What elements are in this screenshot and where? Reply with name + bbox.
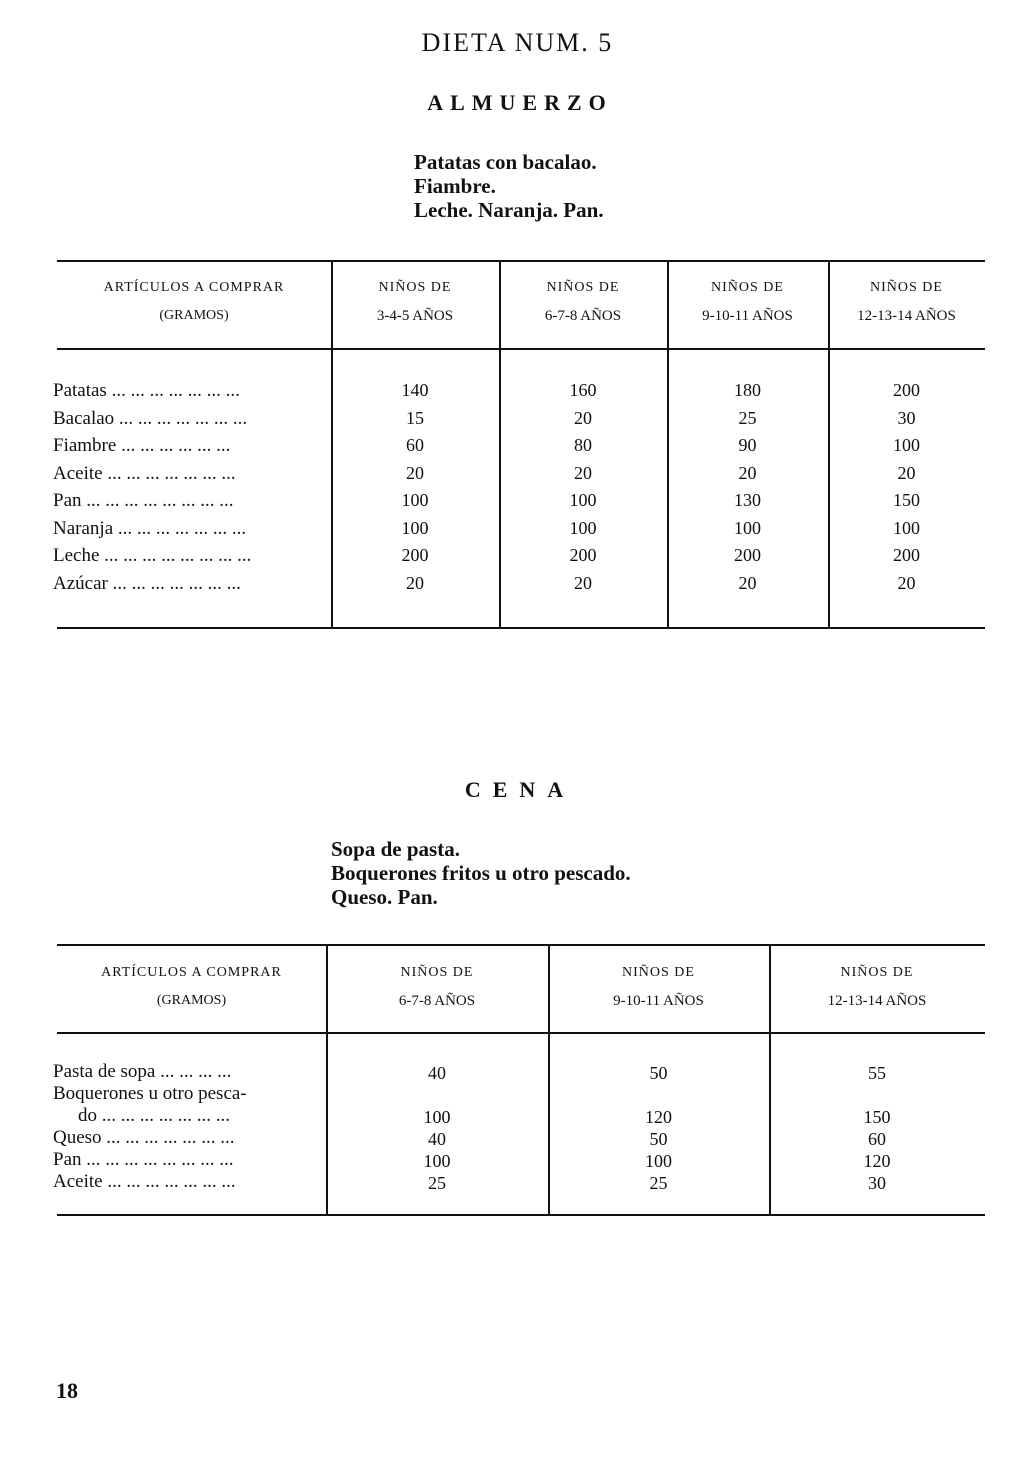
table-rule	[57, 1214, 985, 1216]
table-cell: 55	[868, 1063, 886, 1083]
table-cell: 20	[897, 572, 916, 593]
table-cell: 60	[868, 1129, 886, 1149]
header-col-1	[331, 274, 499, 330]
page-title: DIETA NUM. 5	[421, 28, 614, 57]
table-cell: 20	[574, 462, 592, 483]
table-rule	[57, 944, 985, 946]
table-cell: 120	[645, 1107, 672, 1127]
table-cell: 140	[401, 380, 429, 400]
row-label: Boquerones u otro pesca-	[53, 1083, 247, 1104]
header-col-line2: 3-4-5 AÑOS	[376, 308, 454, 324]
header-col-4	[828, 274, 985, 330]
table-rule	[57, 1032, 985, 1034]
row-label: Naranja ... ... ... ... ... ... ...	[53, 517, 247, 539]
row-label: Pan ... ... ... ... ... ... ... ...	[53, 1149, 234, 1170]
table-cell: 15	[406, 407, 424, 428]
header-articulos	[57, 959, 326, 1015]
header-col-3	[667, 274, 828, 330]
row-label: Leche ... ... ... ... ... ... ... ...	[53, 545, 252, 566]
header-col-line2: 6-7-8 AÑOS	[398, 993, 476, 1009]
header-col-3	[769, 959, 985, 1015]
menu-line: Leche. Naranja. Pan.	[414, 198, 604, 222]
header-col-2	[499, 274, 667, 330]
header-label: ARTÍCULOS A COMPRAR	[103, 280, 285, 295]
row-label: Aceite ... ... ... ... ... ... ...	[53, 1171, 236, 1192]
menu-line: Sopa de pasta.	[331, 837, 460, 861]
row-label: Queso ... ... ... ... ... ... ...	[53, 1127, 235, 1148]
table-cell: 80	[574, 435, 592, 455]
header-col-line2: 12-13-14 AÑOS	[827, 993, 927, 1009]
table-cell: 90	[738, 435, 757, 455]
table-cell: 40	[428, 1129, 446, 1149]
table-cell: 120	[863, 1151, 891, 1171]
table-cell: 100	[423, 1151, 451, 1171]
table-rule	[57, 260, 985, 262]
table-cell: 100	[423, 1107, 451, 1127]
table-cell: 20	[406, 572, 424, 593]
header-col-line2: 12-13-14 AÑOS	[857, 308, 956, 324]
table-cell: 100	[734, 517, 761, 538]
row-label: Azúcar ... ... ... ... ... ... ...	[53, 572, 241, 594]
row-label: Pasta de sopa ... ... ... ...	[53, 1061, 232, 1082]
table-cell: 100	[569, 490, 597, 510]
header-col-line1: NIÑOS DE	[622, 965, 695, 980]
menu-line: Fiambre.	[414, 174, 496, 198]
table-cell: 100	[401, 517, 429, 538]
table-rule	[57, 627, 985, 629]
header-units: (GRAMOS)	[159, 308, 229, 323]
header-col-line1: NIÑOS DE	[840, 965, 914, 980]
table-cell: 100	[569, 517, 597, 538]
row-label: do ... ... ... ... ... ... ...	[78, 1105, 230, 1126]
header-col-line2: 9-10-11 AÑOS	[702, 308, 793, 324]
page-number: 18	[56, 1378, 78, 1403]
row-label: Aceite ... ... ... ... ... ... ...	[53, 462, 236, 484]
table-cell: 20	[406, 462, 424, 483]
table-cell: 160	[569, 380, 597, 400]
table-cell: 100	[893, 517, 920, 538]
header-col-line2: 6-7-8 AÑOS	[544, 308, 622, 324]
header-col-line1: NIÑOS DE	[546, 280, 620, 295]
table-cell: 100	[645, 1151, 672, 1171]
header-col-line1: NIÑOS DE	[400, 965, 474, 980]
table-cell: 20	[574, 407, 592, 428]
header-col-line1: NIÑOS DE	[378, 280, 452, 295]
table-cell: 200	[569, 545, 597, 565]
table-cell: 25	[649, 1173, 668, 1193]
header-col-1	[326, 959, 548, 1015]
header-units: (GRAMOS)	[156, 993, 227, 1008]
table-cell: 200	[401, 545, 429, 565]
row-label: Fiambre ... ... ... ... ... ...	[53, 435, 231, 456]
menu-line: Patatas con bacalao.	[414, 150, 597, 174]
almuerzo-menu	[414, 150, 604, 222]
header-label: ARTÍCULOS A COMPRAR	[101, 965, 282, 980]
header-col-2	[548, 959, 769, 1015]
table-cell: 50	[649, 1129, 668, 1149]
almuerzo-heading: ALMUERZO	[427, 90, 613, 115]
table-cell: 150	[863, 1107, 891, 1127]
table-cell: 20	[574, 572, 592, 593]
table-cell: 130	[734, 490, 761, 510]
table-cell: 180	[734, 380, 761, 400]
cena-menu	[331, 837, 631, 909]
table-cell: 20	[738, 462, 757, 483]
table-cell: 200	[893, 380, 920, 400]
row-label: Pan ... ... ... ... ... ... ... ...	[53, 490, 234, 511]
table-cell: 100	[401, 490, 429, 510]
table-cell: 200	[734, 545, 761, 565]
menu-line: Boquerones fritos u otro pescado.	[331, 861, 631, 885]
table-cell: 30	[897, 407, 916, 428]
row-label: Patatas ... ... ... ... ... ... ...	[53, 380, 240, 401]
cena-heading: CENA	[464, 777, 576, 802]
table-cell: 100	[893, 435, 920, 455]
table-cell: 25	[738, 407, 757, 428]
table-cell: 25	[428, 1173, 446, 1193]
header-col-line2: 9-10-11 AÑOS	[613, 993, 704, 1009]
table-cell: 50	[649, 1063, 668, 1083]
table-cell: 20	[897, 462, 916, 483]
header-col-line1: NIÑOS DE	[711, 280, 784, 295]
table-cell: 60	[406, 435, 424, 455]
row-label: Bacalao ... ... ... ... ... ... ...	[53, 407, 248, 429]
table-cell: 150	[893, 490, 920, 510]
table-rule	[57, 348, 985, 350]
header-col-line1: NIÑOS DE	[870, 280, 943, 295]
table-cell: 30	[868, 1173, 886, 1193]
table-cell: 40	[428, 1063, 446, 1083]
menu-line: Queso. Pan.	[331, 885, 438, 909]
table-cell: 20	[738, 572, 757, 593]
table-cell: 200	[893, 545, 920, 565]
header-articulos	[57, 274, 331, 330]
